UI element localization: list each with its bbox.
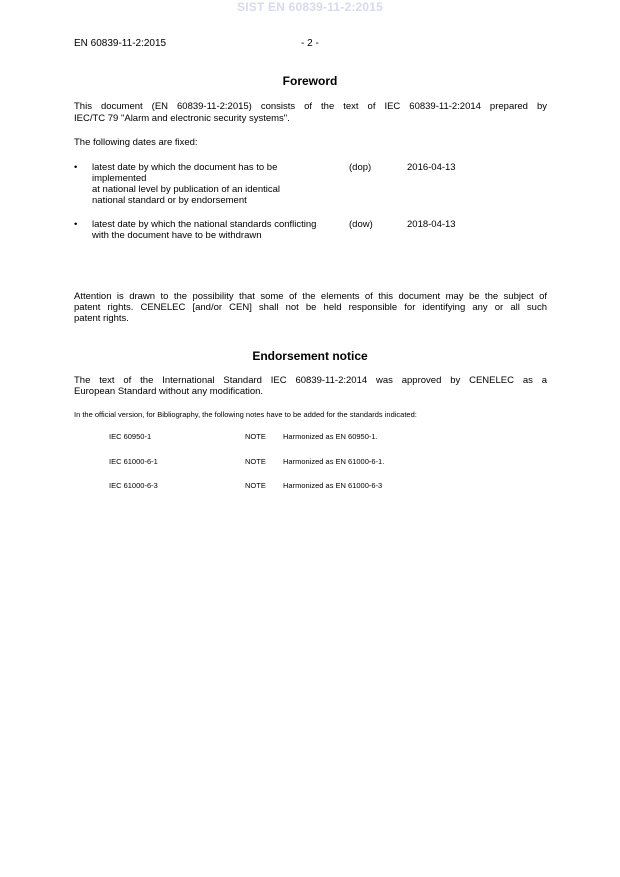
foreword-intro-line1: This document (EN 60839-11-2:2015) consists of the text of IEC 60839-11-2:2014 prepared by [74,101,547,112]
date-item-line: latest date by which the national standards conflicting [92,219,317,230]
date-item-dow-date: 2018-04-13 [407,219,456,230]
header-doc-id: EN 60839-11-2:2015 [74,38,167,49]
date-item-dop-text [92,162,342,206]
bullet-icon: • [74,162,78,173]
date-item-dow-text [92,219,347,241]
bibliography-intro: In the official version, for Bibliography, the following notes have to be added for the standards indicated: [74,410,417,419]
note-label: NOTE [245,481,266,490]
date-item-line: implemented [92,173,147,184]
note-standard: IEC 60950-1 [109,432,152,441]
bullet-icon: • [74,219,78,230]
note-standard: IEC 61000-6-1 [109,457,158,466]
note-text: Harmonized as EN 60950-1. [283,432,378,441]
date-item-dow-code: (dow) [349,219,373,230]
endorsement-title: Endorsement notice [252,349,368,363]
note-text: Harmonized as EN 61000-6-3 [283,481,383,490]
note-text: Harmonized as EN 61000-6-1. [283,457,385,466]
header-page-number: - 2 - [301,38,319,49]
date-item-dop-date: 2016-04-13 [407,162,456,173]
note-label: NOTE [245,432,266,441]
endorsement-text-line2: European Standard without any modification. [74,386,264,397]
foreword-intro-line2: IEC/TC 79 "Alarm and electronic security systems". [74,113,290,124]
endorsement-text-line1: The text of the International Standard IEC 60839-11-2:2014 was approved by CENELEC as a [74,375,547,386]
date-item-line: latest date by which the document has to be [92,162,278,173]
watermark: SIST EN 60839-11-2:2015 [236,0,384,14]
dates-intro: The following dates are fixed: [74,137,198,148]
date-item-line: at national level by publication of an identical [92,184,281,195]
note-standard: IEC 61000-6-3 [109,481,158,490]
note-label: NOTE [245,457,266,466]
attention-line1: Attention is drawn to the possibility that some of the elements of this document may be the subject of [74,291,547,302]
attention-line3: patent rights. [74,313,129,324]
date-item-dop-code: (dop) [349,162,372,173]
date-item-line: national standard or by endorsement [92,195,247,206]
foreword-title: Foreword [282,74,338,88]
date-item-line: with the document have to be withdrawn [92,230,262,241]
attention-line2: patent rights. CENELEC [and/or CEN] shall not be held responsible for identifying any or all such [74,302,547,313]
